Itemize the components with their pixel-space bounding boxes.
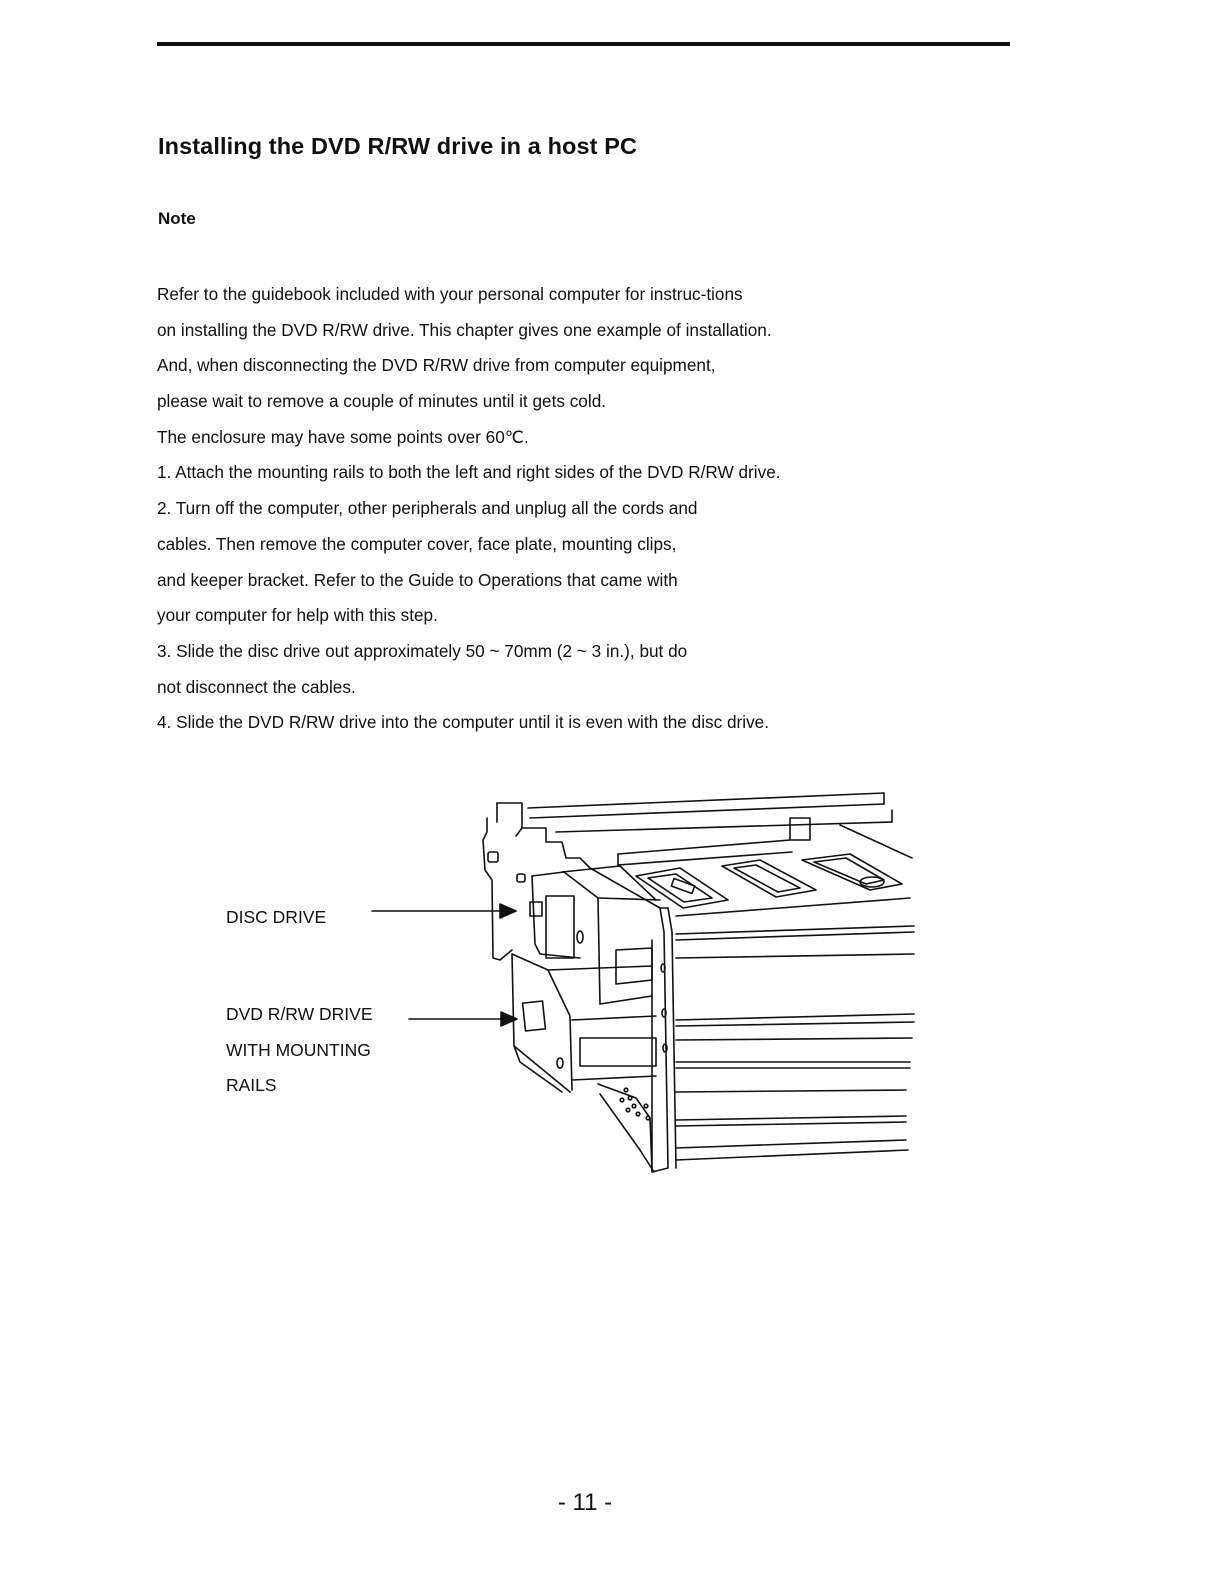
dvd-drive-pointer <box>409 1012 517 1026</box>
page-number: - 11 - <box>557 1489 613 1516</box>
body-line: on installing the DVD R/RW drive. This chapter gives one example of installation. <box>157 319 772 340</box>
installation-diagram <box>200 770 940 1210</box>
chassis-top <box>528 793 912 858</box>
disc-drive-label: DISC DRIVE <box>226 907 327 927</box>
step-3-line: 3. Slide the disc drive out approximately 50 ~ 70mm (2 ~ 3 in.), but do <box>157 640 688 661</box>
body-text <box>157 280 857 744</box>
body-line: please wait to remove a couple of minutes until it gets cold. <box>157 391 607 412</box>
step-1-line: 1. Attach the mounting rails to both the left and right sides of the DVD R/RW drive. <box>157 462 781 483</box>
body-line: Refer to the guidebook included with your personal computer for instruc-tions <box>157 284 743 304</box>
step-2-line: and keeper bracket. Refer to the Guide to Operations that came with <box>157 569 678 590</box>
step-2-line: 2. Turn off the computer, other peripherals and unplug all the cords and <box>157 498 698 519</box>
note-heading: Note <box>158 209 196 228</box>
body-line: And, when disconnecting the DVD R/RW drive from computer equipment, <box>157 355 716 376</box>
dvd-drive <box>512 954 914 1092</box>
step-4-line: 4. Slide the DVD R/RW drive into the computer until it is even with the disc drive. <box>157 712 770 733</box>
page-title: Installing the DVD R/RW drive in a host PC <box>158 133 638 159</box>
dvd-drive-label-line: DVD R/RW DRIVE <box>226 1004 373 1024</box>
body-line: The enclosure may have some points over 60℃. <box>157 426 529 447</box>
step-2-line: cables. Then remove the computer cover, face plate, mounting clips, <box>157 533 677 554</box>
dvd-drive-label-line: WITH MOUNTING <box>226 1039 371 1060</box>
disc-drive-pointer <box>372 904 516 918</box>
top-rule <box>157 42 1010 46</box>
chassis-base <box>598 1084 908 1172</box>
upper-bay <box>618 818 902 908</box>
step-2-line: your computer for help with this step. <box>157 605 438 626</box>
dvd-drive-label-line: RAILS <box>226 1075 277 1095</box>
disc-drive <box>530 866 914 1004</box>
step-3-line: not disconnect the cables. <box>157 676 356 697</box>
